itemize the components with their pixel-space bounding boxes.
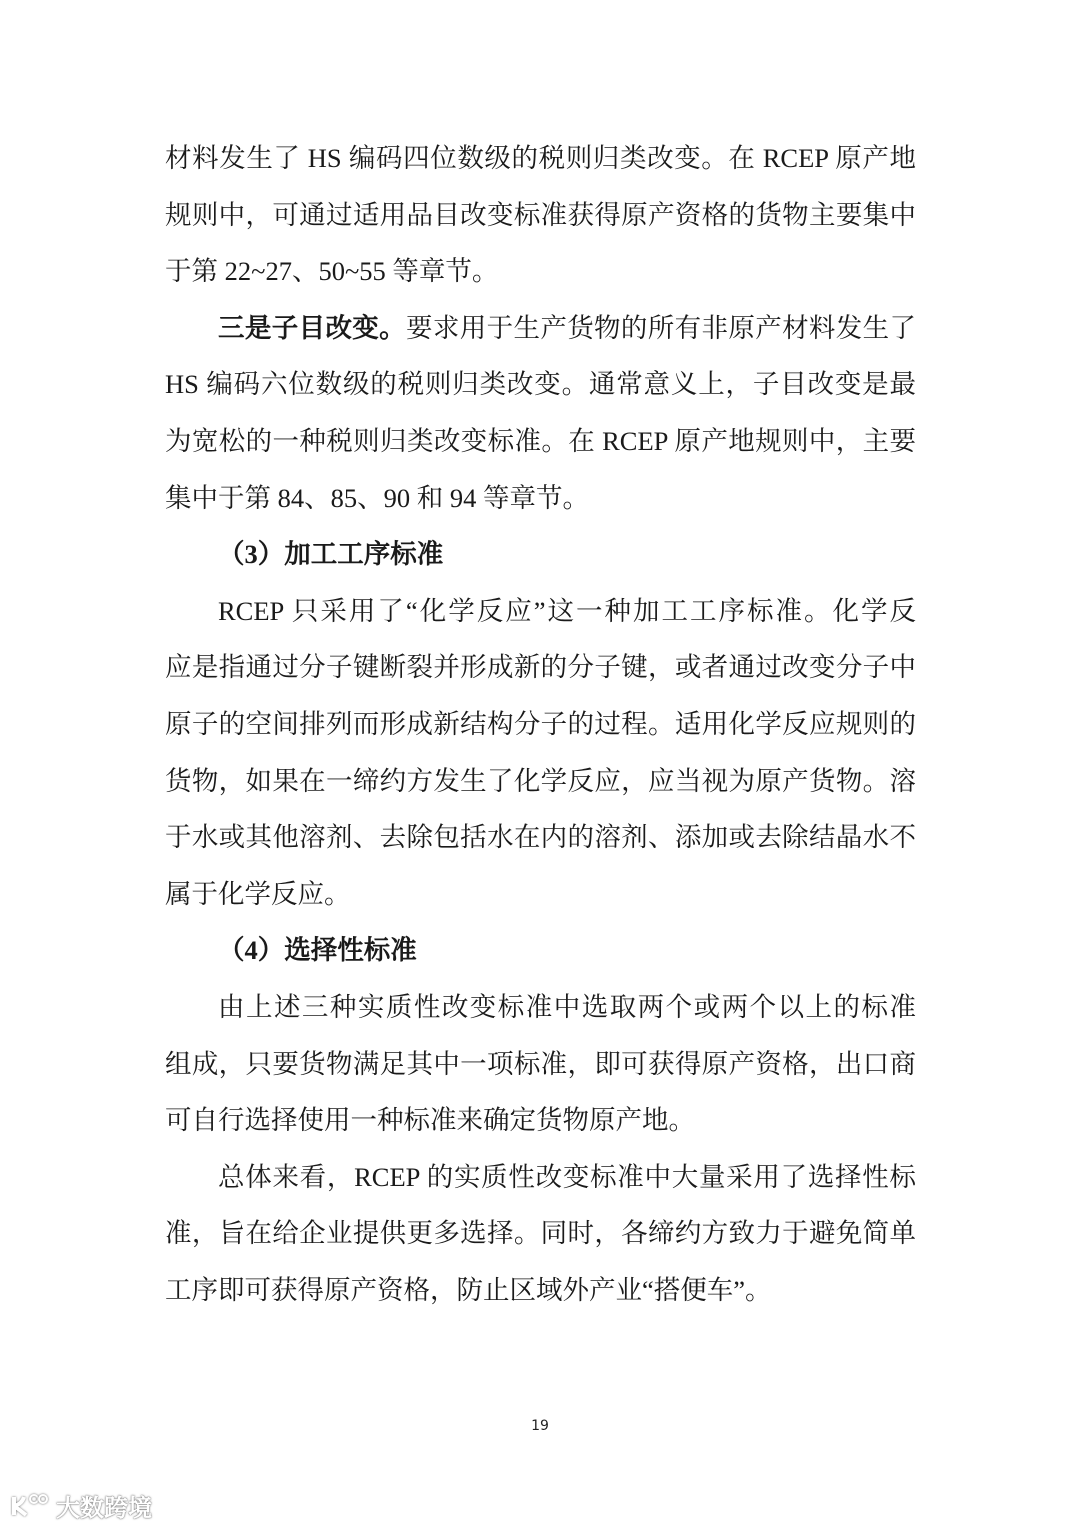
text-line: 原子的空间排列而形成新结构分子的过程。适用化学反应规则的 <box>165 708 916 739</box>
text-line: 总体来看，RCEP 的实质性改变标准中大量采用了选择性标 <box>218 1161 916 1192</box>
text-line: 规则中，可通过适用品目改变标准获得原产资格的货物主要集中 <box>165 199 916 230</box>
text-line: 应是指通过分子键断裂并形成新的分子键，或者通过改变分子中 <box>165 652 916 683</box>
document-body <box>165 130 916 1318</box>
text-line: 为宽松的一种税则归类改变标准。在 RCEP 原产地规则中，主要 <box>165 425 916 456</box>
kuajing-logo-icon <box>10 1491 50 1521</box>
text-span: 要求用于生产货物的所有非原产材料发生了 <box>406 312 917 343</box>
text-line: 属于化学反应。 <box>165 878 351 909</box>
watermark <box>10 1488 152 1523</box>
text-line: RCEP 只采用了“化学反应”这一种加工工序标准。化学反 <box>218 595 916 626</box>
text-line: 集中于第 84、85、90 和 94 等章节。 <box>165 482 589 513</box>
text-line: 工序即可获得原产资格，防止区域外产业“搭便车”。 <box>165 1274 772 1305</box>
page-number: 19 <box>531 1418 549 1434</box>
watermark-text: 大数跨境 <box>56 1494 152 1522</box>
text-line: 准，旨在给企业提供更多选择。同时，各缔约方致力于避免简单 <box>165 1218 916 1249</box>
paragraph-lead: 三是子目改变。 <box>218 312 407 343</box>
text-line: 可自行选择使用一种标准来确定货物原产地。 <box>165 1105 695 1136</box>
text-line: 组成，只要货物满足其中一项标准，即可获得原产资格，出口商 <box>165 1048 916 1079</box>
text-line: 于水或其他溶剂、去除包括水在内的溶剂、添加或去除结晶水不 <box>165 822 916 853</box>
text-line: HS 编码六位数级的税则归类改变。通常意义上，子目改变是最 <box>165 369 916 400</box>
section-heading-3: （3）加工工序标准 <box>218 539 444 570</box>
text-line <box>165 300 916 357</box>
text-line: 于第 22~27、50~55 等章节。 <box>165 256 499 287</box>
text-line: 货物，如果在一缔约方发生了化学反应，应当视为原产货物。溶 <box>165 765 916 796</box>
text-line: 由上述三种实质性改变标准中选取两个或两个以上的标准 <box>218 991 916 1022</box>
section-heading-4: （4）选择性标准 <box>218 935 417 966</box>
text-line: 材料发生了 HS 编码四位数级的税则归类改变。在 RCEP 原产地 <box>165 143 916 173</box>
